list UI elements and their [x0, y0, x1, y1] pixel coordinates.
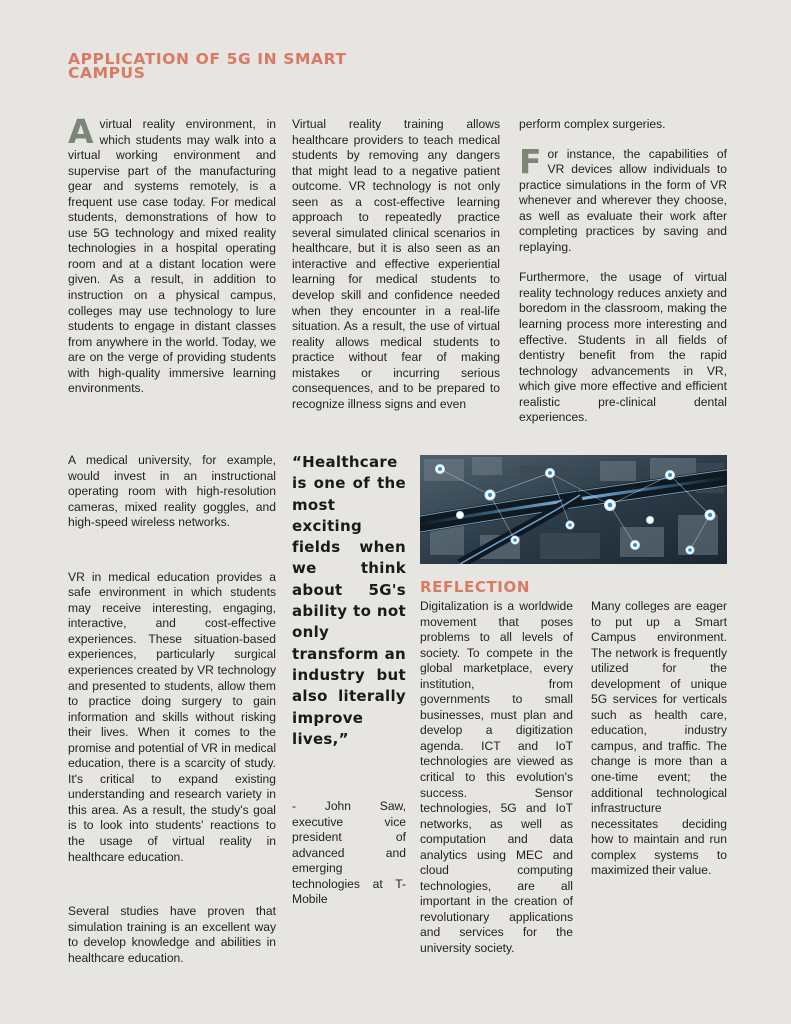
medical-university-paragraph: A medical university, for example, would invest in an instructional operating room with high-resolution cameras, mixed reality goggles, and high-speed wireless networks. — [68, 453, 276, 530]
quote-attribution: - John Saw, executive vice president of advanced and emerging technologies at T-Mobile — [292, 799, 406, 907]
furthermore-paragraph: Furthermore, the usage of virtual reality technology reduces anxiety and boredom in the classroom, making the learning process more interesting and effective. Students in all fields of dentistry benefit from the rapid technology advancements in VR, which give more effective and efficient realistic pre-clinical dental experiences. — [519, 270, 727, 425]
reflection-column-right — [591, 599, 727, 879]
dropcap-f: F — [519, 141, 542, 181]
page-title: APPLICATION OF 5G IN SMART CAMPUS — [68, 50, 347, 82]
instance-paragraph: or instance, the capabilities of VR devices allow individuals to practice simulations in the form of VR whenever and wherever they choose, as well as evaluate their work after completing practices by saving and replaying. — [519, 146, 727, 254]
studies-paragraph: Several studies have proven that simulation training is an excellent way to develop knowledge and abilities in healthcare education. — [68, 904, 276, 965]
reflection-paragraph-right: Many colleges are eager to put up a Smart Campus environment. The network is frequently utilized for the development of unique 5G services for verticals such as health care, education, industry campus, and traffic. The change is more than a one-time event; the additional technological infrastructure necessitates deciding how to maintain and run complex systems to maximized their value. — [591, 599, 727, 878]
reflection-paragraph-left: Digitalization is a worldwide movement that poses problems to all levels of society. To compete in the global marketplace, every institution, from governments to small businesses, must plan and develop a digitization agenda. ICT and IoT technologies are viewed as critical to this evolution's success. Sensor technologies, 5G and IoT networks, as well as computation and data analytics using MEC and cloud computing technologies, are all important in the creation of revolutionary applications and services for the university society. — [420, 599, 573, 956]
smart-city-image — [420, 455, 727, 564]
dropcap-a: A — [68, 112, 94, 151]
reflection-column-left — [420, 599, 573, 957]
intro-column-2 — [292, 117, 500, 412]
intro-column-3 — [519, 117, 727, 426]
intro-paragraph-2: Virtual reality training allows healthcare providers to teach medical students by removing any dangers that might lead to a negative patient outcome. VR technology is not only seen as a cost-effective learning approach to repeatedly practice several simulated clinical scenarios in healthcare, but it is also seen as an interactive and effective experiential learning for medical students to develop skill and confidence needed when they encounter in a real-life situation. As a result, the use of virtual reality allows medical students to practice without fear of making mistakes or incurring serious consequences, and to be prepared to recognize illness signs and even — [292, 117, 500, 411]
intro-paragraph-1: virtual reality environment, in which students may walk into a virtual working environment and supervise part of the manufacturing gear and systems remotely, is a frequent use case today. For medical students, demonstrations of how to use 5G technology and mixed reality technologies in a hospital operating room and at a distant location were given. As a result, in addition to instruction on a physical campus, colleges may use technology to lure students to engage in distant classes from anywhere in the world. Today, we are on the verge of providing students with high-quality immersive learning environments. — [68, 117, 276, 396]
body-column-1 — [68, 453, 276, 966]
intro-column-1 — [68, 112, 276, 397]
vr-education-paragraph: VR in medical education provides a safe environment in which students may receive interesting, engaging, interactive, and cost-effective experiences. These situation-based experiences, particularly surgical experiences created by VR technology and presented to students, allow them to practice doing surgery to gain information and skills without risking their lives. When it comes to the promise and potential of VR in medical education, there is a scarcity of study. It's critical to expand existing understanding and research variety in this area. As a result, the study's goal is to look into students' reactions to the usage of virtual reality in healthcare education. — [68, 569, 276, 864]
pull-quote: “Healthcare is one of the most exciting fields when we think about 5G's ability to not only transform an industry but also literally improve lives,” — [292, 453, 406, 748]
smart-city-illustration — [420, 455, 727, 564]
reflection-heading: REFLECTION — [420, 578, 530, 596]
continuation-paragraph: perform complex surgeries. — [519, 117, 666, 131]
